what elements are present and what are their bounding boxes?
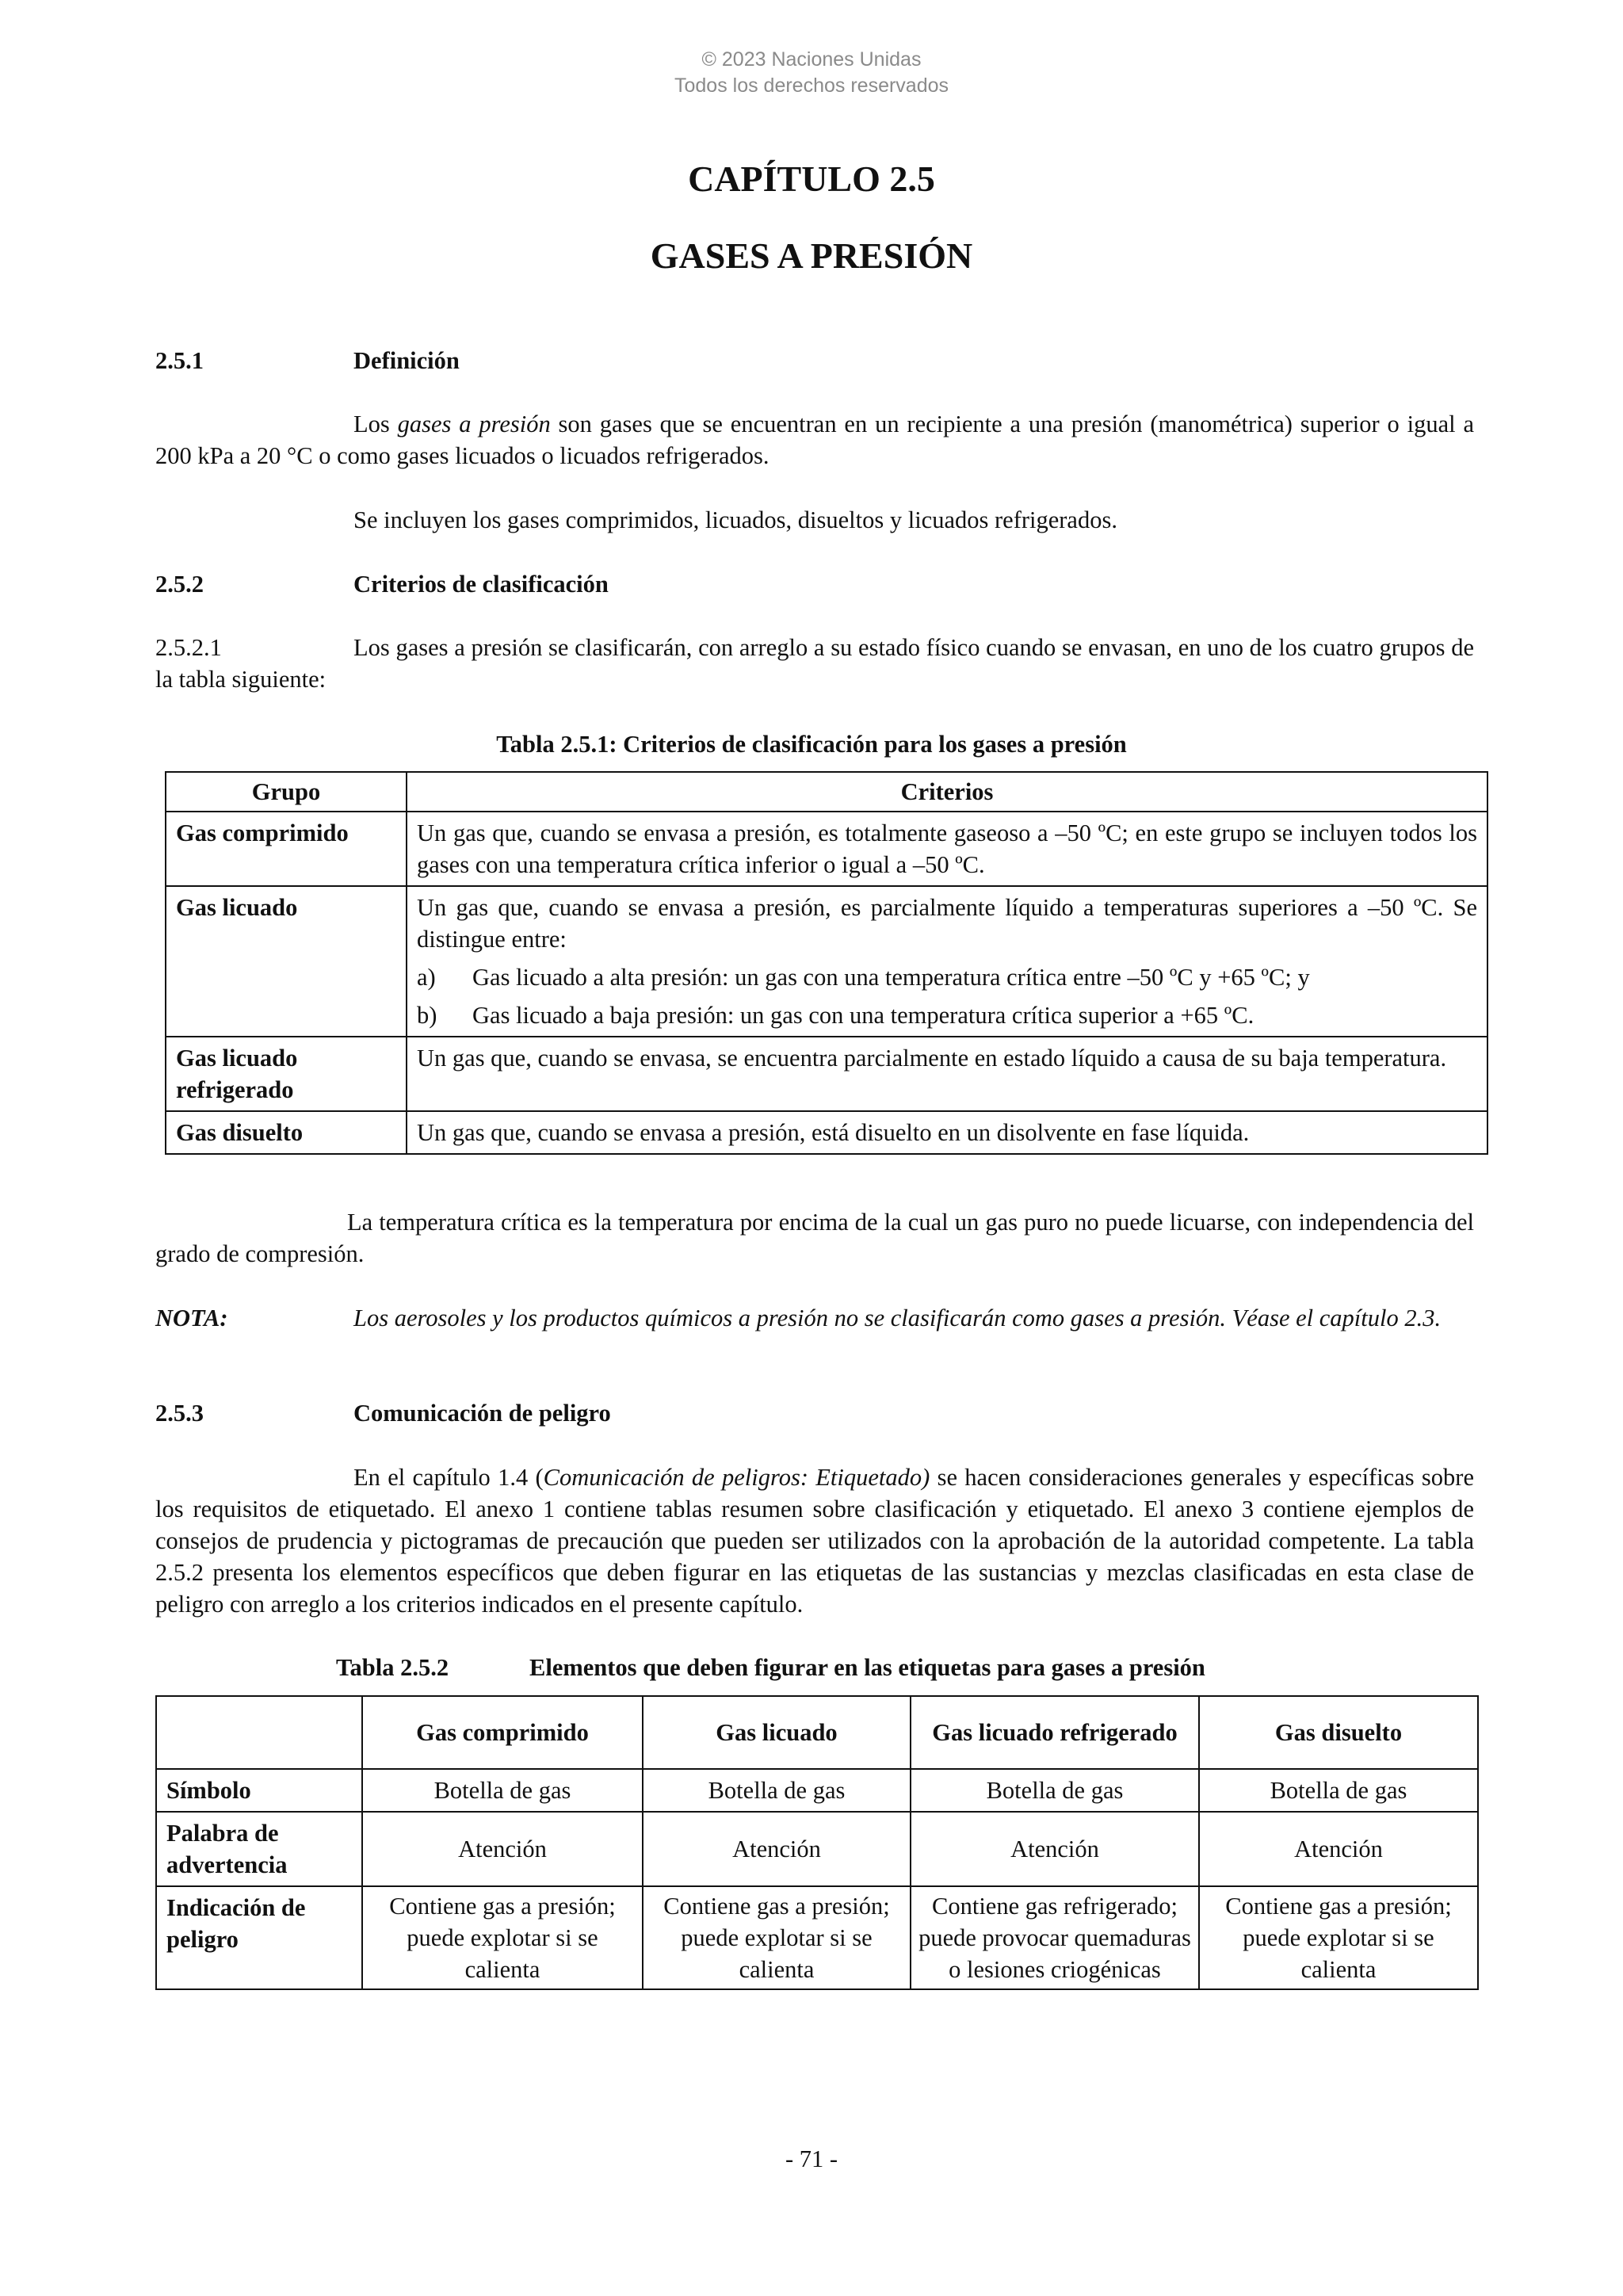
criteria-cell: Un gas que, cuando se envasa a presión, es totalmente gaseoso a –50 ºC; en este grupo se incluyen todos los gases con una temperatura crítica inferior o igual a –50 ºC. [407,812,1487,886]
table-cell: Atención [362,1812,643,1886]
hazard-text-reference: Comunicación de peligros: Etiquetado) [543,1464,930,1491]
option-a-label: a) [417,964,436,991]
subsection-text: Los gases a presión se clasificarán, con arreglo a su estado físico cuando se envasan, en uno de los cuatro grupos de la tabla siguiente: [155,634,1474,693]
criteria-cell [407,886,1487,1037]
table-row [166,886,1487,1037]
table-cell: Contiene gas a presión; puede explotar si se calienta [643,1886,911,1989]
label-elements-table [155,1695,1479,1990]
table-header-row [166,772,1487,812]
col-header: Gas licuado [643,1696,911,1769]
hazard-communication-paragraph [155,1461,1474,1620]
col-header: Gas comprimido [362,1696,643,1769]
table-cell: Botella de gas [911,1769,1199,1812]
definition-text-start: Los [353,411,398,437]
definition-paragraph [155,408,1474,472]
table-cell: Atención [911,1812,1199,1886]
table-row [156,1886,1478,1989]
table-cell: Contiene gas a presión; puede explotar si se calienta [362,1886,643,1989]
subsection-number-2-5-2-1: 2.5.2.1 [155,634,222,661]
table1-caption: Tabla 2.5.1: Criterios de clasificación para los gases a presión [496,731,1127,758]
table-cell: Botella de gas [643,1769,911,1812]
col-header: Gas licuado refrigerado [911,1696,1199,1769]
empty-header-cell [156,1696,362,1769]
option-b-text: Gas licuado a baja presión: un gas con una temperatura crítica superior a +65 ºC. [472,1002,1254,1029]
subsection-paragraph [155,632,1474,695]
criteria-cell: Un gas que, cuando se envasa a presión, está disuelto en un disolvente en fase líquida. [407,1111,1487,1154]
criteria-option-a [417,961,1477,993]
classification-criteria-table [165,771,1488,1155]
critical-temperature-paragraph: La temperatura crítica es la temperatura por encima de la cual un gas puro no puede licuarse, con independencia del grado de compresión. [155,1209,1474,1267]
table-cell: Contiene gas refrigerado; puede provocar quemaduras o lesiones criogénicas [911,1886,1199,1989]
criteria-cell: Un gas que, cuando se envasa, se encuentra parcialmente en estado líquido a causa de su baja temperatura. [407,1037,1487,1111]
hazard-text-end: se hacen consideraciones generales y específicas sobre los requisitos de etiquetado. El anexo 1 contiene tablas resumen sobre clasificación y etiquetado. El anexo 3 contiene ejemplos de consejos de prudencia y pictogramas de precaución que pueden ser utilizados con la aprobación de la autoridad competente. La tabla 2.5.2 presenta los elementos específicos que deben figurar en las etiquetas de las sustancias y mezclas clasificadas en esta clase de peligro con arreglo a los criterios indicados en el presente capítulo. [155,1464,1474,1618]
criteria-option-b [417,999,1477,1031]
criteria-text: Un gas que, cuando se envasa a presión, es parcialmente líquido a temperaturas superiores a –50 ºC. Se distingue entre: [417,894,1477,953]
row-header: Indicación de peligro [156,1886,362,1989]
section-title-comunicacion: Comunicación de peligro [353,1400,611,1427]
table-cell: Botella de gas [1199,1769,1478,1812]
section-number-2-5-1: 2.5.1 [155,347,204,374]
group-cell: Gas comprimido [166,812,407,886]
section-number-2-5-2: 2.5.2 [155,571,204,598]
hazard-text-start: En el capítulo 1.4 ( [353,1464,544,1491]
col-header-group: Grupo [166,772,407,812]
chapter-number: CAPÍTULO 2.5 [688,159,935,199]
note-text: Los aerosoles y los productos químicos a presión no se clasificarán como gases a presión. Véase el capítulo 2.3. [353,1305,1442,1331]
col-header-criteria: Criterios [407,772,1487,812]
copyright-line: © 2023 Naciones Unidas [701,48,922,71]
option-a-text: Gas licuado a alta presión: un gas con una temperatura crítica entre –50 ºC y +65 ºC; y [472,964,1310,991]
table-cell: Contiene gas a presión; puede explotar si se calienta [1199,1886,1478,1989]
definition-term: gases a presión [397,411,551,437]
table-header-row [156,1696,1478,1769]
section-title-definicion: Definición [353,347,460,374]
note-label: NOTA: [155,1305,228,1331]
definition-text-end: son gases que se encuentran en un recipiente a una presión (manométrica) superior o igual a 200 kPa a 20 °C o como gases licuados o licuados refrigerados. [155,411,1474,469]
page-number: - 71 - [785,2145,838,2172]
table2-caption-title: Elementos que deben figurar en las etiquetas para gases a presión [529,1654,1205,1681]
included-gases-paragraph: Se incluyen los gases comprimidos, licuados, disueltos y licuados refrigerados. [353,506,1117,533]
section-title-criterios: Criterios de clasificación [353,571,609,598]
group-cell: Gas licuado refrigerado [166,1037,407,1111]
group-cell: Gas licuado [166,886,407,1037]
col-header: Gas disuelto [1199,1696,1478,1769]
option-b-label: b) [417,1002,437,1029]
table-row [156,1812,1478,1886]
table-cell: Atención [643,1812,911,1886]
rights-line: Todos los derechos reservados [674,74,949,97]
row-header: Palabra de advertencia [156,1812,362,1886]
table-row [156,1769,1478,1812]
table-cell: Botella de gas [362,1769,643,1812]
group-cell: Gas disuelto [166,1111,407,1154]
row-header: Símbolo [156,1769,362,1812]
table-row [166,812,1487,886]
section-number-2-5-3: 2.5.3 [155,1400,204,1427]
table-row [166,1111,1487,1154]
table-row [166,1037,1487,1111]
note-paragraph [155,1302,1474,1334]
table-cell: Atención [1199,1812,1478,1886]
chapter-title: GASES A PRESIÓN [650,235,973,276]
table2-caption-number: Tabla 2.5.2 [336,1654,449,1681]
